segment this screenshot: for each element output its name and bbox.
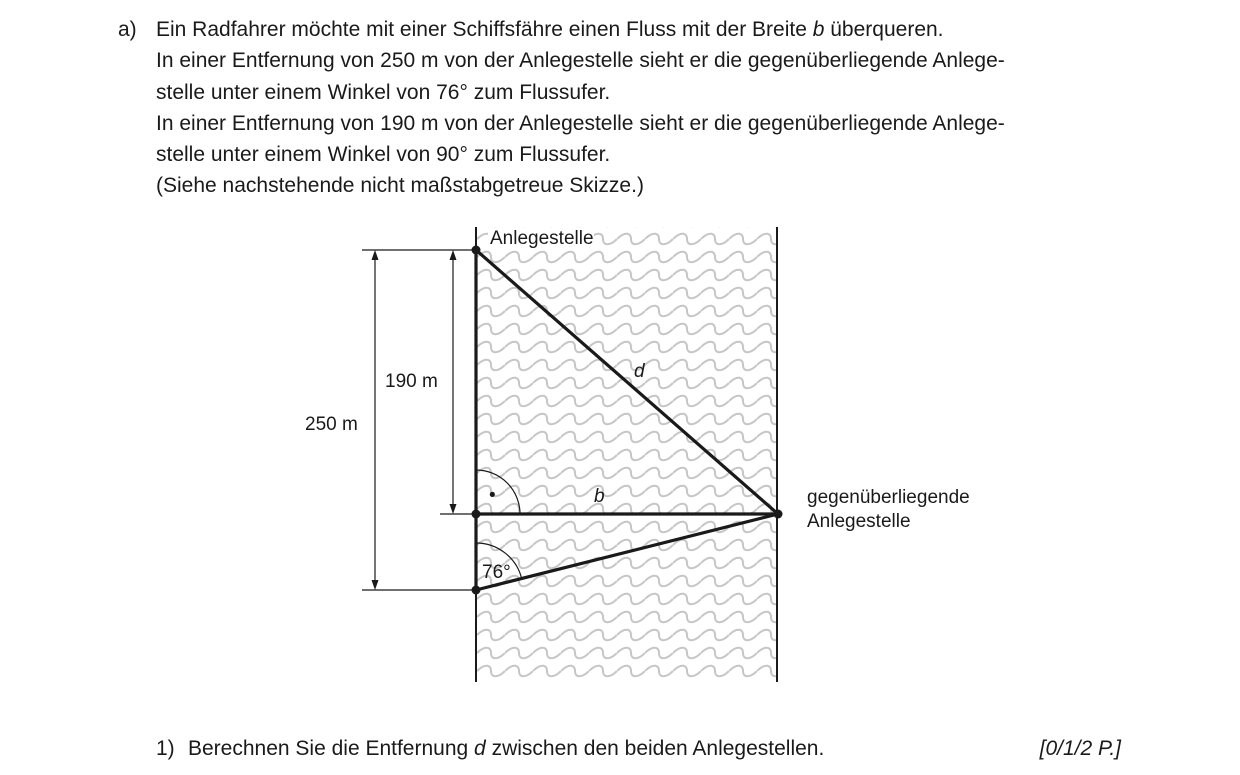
dimension-190: 190 m: [385, 371, 438, 392]
task-line-1-start: Ein Radfahrer möchte mit einer Schiffsfähre einen Fluss mit der Breite: [156, 18, 813, 41]
dimension-250: 250 m: [305, 414, 358, 435]
right-angle-dot: •: [489, 485, 496, 506]
task-line-2: In einer Entfernung von 250 m von der Anlegestelle sieht er die gegenüberliegende Anlege-: [156, 49, 1005, 73]
question-text-start: Berechnen Sie die Entfernung: [188, 737, 475, 760]
label-opposite-line-1: gegenüberliegende: [807, 487, 970, 508]
river-water: [476, 227, 777, 682]
task-line-6: (Siehe nachstehende nicht maßstabgetreue Skizze.): [156, 174, 644, 198]
dimension-lines: [362, 250, 476, 590]
task-line-5: stelle unter einem Winkel von 90° zum Flussufer.: [156, 143, 611, 167]
task-marker: a): [118, 18, 137, 41]
task-line-3: stelle unter einem Winkel von 76° zum Flussufer.: [156, 80, 611, 104]
label-anlegestelle: Anlegestelle: [490, 228, 594, 249]
question-number: 1): [156, 737, 175, 760]
question-text-end: zwischen den beiden Anlegestellen.: [485, 737, 825, 760]
label-opposite-line-2: Anlegestelle: [807, 511, 911, 532]
question-1: [156, 734, 824, 764]
dimension-arrows: [372, 250, 457, 590]
label-b: b: [594, 486, 605, 507]
label-d: d: [634, 361, 645, 382]
angle-76-label: 76°: [482, 562, 511, 583]
points-badge: [0/1/2 P.]: [1039, 737, 1121, 760]
task-line-1-end: überqueren.: [824, 18, 944, 41]
variable-b: b: [812, 18, 825, 41]
task-line-4: In einer Entfernung von 190 m von der Anlegestelle sieht er die gegenüberliegende Anlege-: [156, 111, 1005, 135]
question-variable-d: d: [474, 737, 486, 760]
